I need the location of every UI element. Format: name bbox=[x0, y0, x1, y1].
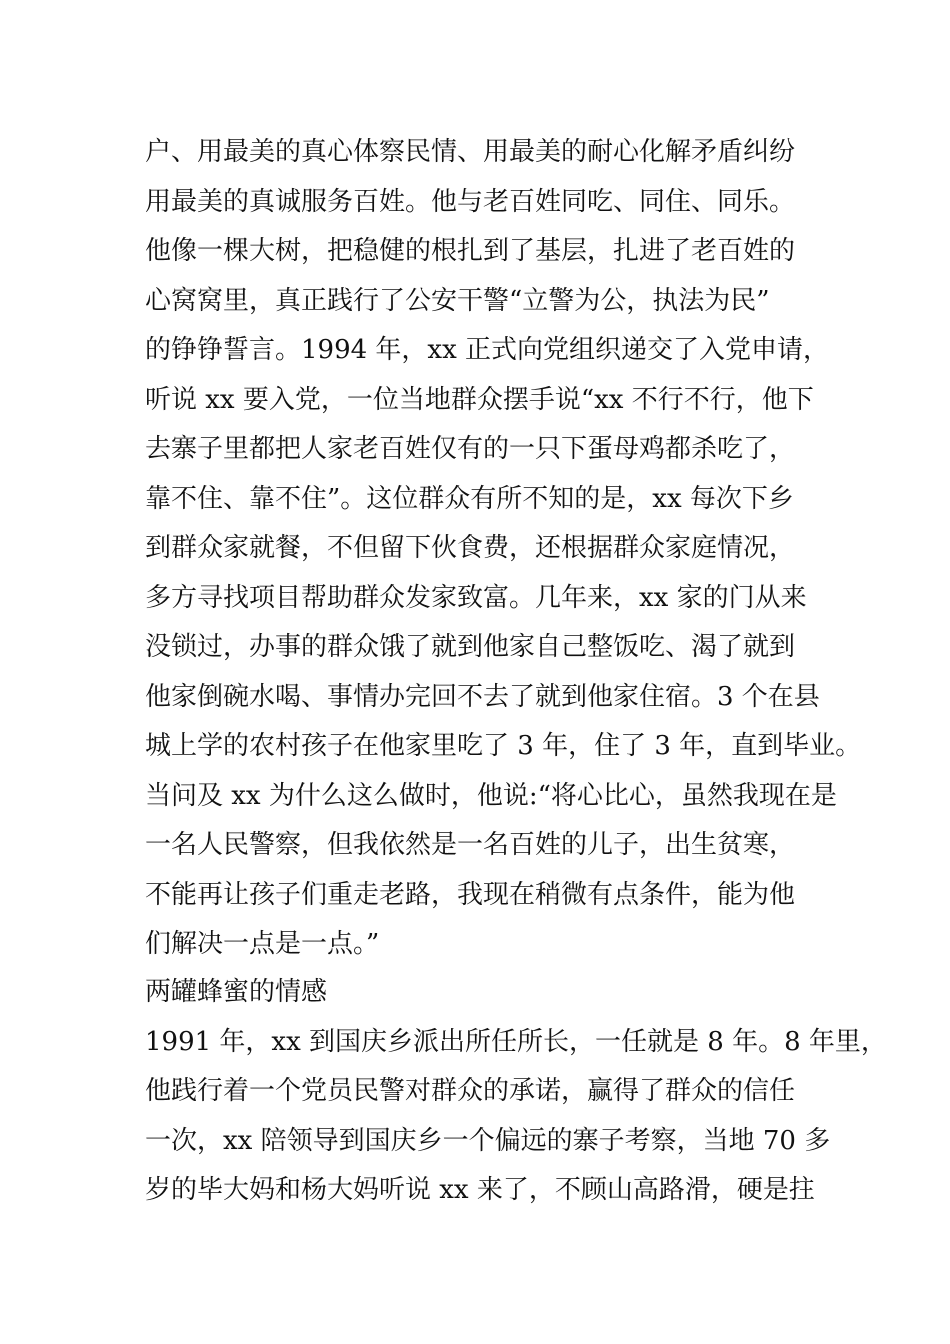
body-line: 一次，xx 陪领导到国庆乡一个偏远的寨子考察，当地 70 多 bbox=[145, 1125, 831, 1156]
body-line: 1991 年，xx 到国庆乡派出所任所长，一任就是 8 年。8 年里， bbox=[145, 1026, 887, 1057]
body-line: 他像一棵大树，把稳健的根扎到了基层，扎进了老百姓的 bbox=[145, 236, 796, 266]
body-line: 当问及 xx 为什么这么做时，他说:“将心比心，虽然我现在是 bbox=[145, 780, 837, 811]
body-line: 到群众家就餐，不但留下伙食费，还根据群众家庭情况， bbox=[145, 533, 796, 563]
body-line: 他家倒碗水喝、事情办完回不去了就到他家住宿。3 个在县 bbox=[145, 681, 820, 712]
body-line: 不能再让孩子们重走老路，我现在稍微有点条件，能为他 bbox=[145, 879, 796, 910]
body-line: 岁的毕大妈和杨大妈听说 xx 来了，不顾山高路滑，硬是拄 bbox=[145, 1175, 815, 1205]
body-line: 他践行着一个党员民警对群众的承诺，赢得了群众的信任 bbox=[145, 1076, 796, 1106]
body-line: 户、用最美的真心体察民情、用最美的耐心化解矛盾纠纷 bbox=[145, 137, 796, 167]
body-line: 靠不住、靠不住”。这位群众有所不知的是，xx 每次下乡 bbox=[145, 483, 794, 514]
body-line: 去寨子里都把人家老百姓仅有的一只下蛋母鸡都杀吃了， bbox=[145, 434, 796, 464]
body-line: 没锁过，办事的群众饿了就到他家自己整饭吃、渴了就到 bbox=[145, 632, 796, 662]
section-heading: 两罐蜂蜜的情感 bbox=[145, 976, 328, 1007]
document-body bbox=[145, 128, 887, 1216]
body-line: 多方寻找项目帮助群众发家致富。几年来，xx 家的门从来 bbox=[145, 582, 807, 613]
body-line: 的铮铮誓言。1994 年，xx 正式向党组织递交了入党申请， bbox=[145, 335, 830, 365]
body-line: 心窝窝里，真正践行了公安干警“立警为公，执法为民” bbox=[145, 285, 770, 316]
body-line: 们解决一点是一点。” bbox=[145, 929, 380, 959]
body-line: 城上学的农村孩子在他家里吃了 3 年，住了 3 年，直到毕业。 bbox=[145, 731, 862, 761]
body-line: 用最美的真诚服务百姓。他与老百姓同吃、同住、同乐。 bbox=[145, 186, 796, 217]
body-line: 听说 xx 要入党，一位当地群众摆手说“xx 不行不行，他下 bbox=[145, 384, 814, 415]
body-line: 一名人民警察，但我依然是一名百姓的儿子，出生贫寒， bbox=[145, 830, 796, 860]
